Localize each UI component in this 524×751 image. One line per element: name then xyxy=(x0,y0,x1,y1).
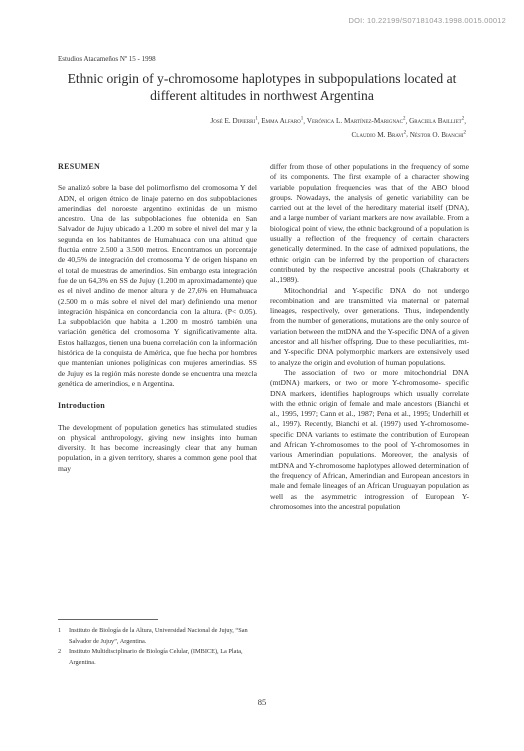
author: José E. Dipierri$^1$ xyxy=(210,117,258,126)
author-list: José E. Dipierri$^1$, Emma Alfaro$^1$, Verónica L. Martínez-Marignac$^2$, Graciela Bailliet$^2$, Claudio M. Bravi$^2$, Néstor O. Bianchi$^2$ xyxy=(210,117,466,139)
page-number: 85 xyxy=(257,697,267,707)
introduction-heading: Introduction xyxy=(58,401,106,411)
author: Graciela Bailliet$^2$ xyxy=(409,117,465,126)
body-paragraph: Mitochondrial and Y-specific DNA do not undergo recombination and are transmitted via maternal or paternal lineages, respectively, over generations. Thus, independently from the number of generations, mutations are the only source of variation between the mtDNA and the Y-specific DNA of a given ancestor and all his/her offspring. Due to these peculiarities, mt- and Y-specific DNA polymorphic markers are extensively used to analyze the origin and evolution of human populations. xyxy=(270,285,469,367)
footnote: 1 Instituto de Biología de la Altura, Universidad Nacional de Jujuy, “San Salvador de Jujuy”, Argentina. xyxy=(58,627,248,645)
journal-header: Estudios Atacameños Nº 15 - 1998 xyxy=(58,55,156,63)
body-paragraph: The association of two or more mitochondrial DNA (mtDNA) markers, or two or more Y-chromosome- specific DNA markers, identifies haplogroups which usually correlate with the ethnic origin of female and male ancestors (Bianchi et al., 1995, 1997; Cann et al., 1987; Pena et al., 1995; Underhill et al., 1997). Recently, Bianchi et al. (1997) used Y-chromosome-specific DNA variants to estimate the contribution of European and African Y-chromosomes to the pool of Y-chromosomes in various Amerindian populations. Moreover, the analysis of mtDNA and Y-chromosome haplotypes allowed determination of the frequency of African, Amerindian and European ancestors in male and female lineages of an African Uruguayan population as well as the asymmetric introgression of European Y-chromosomes into the ancestral population xyxy=(270,367,469,511)
author: Claudio M. Bravi$^2$ xyxy=(351,130,407,139)
footnote-divider xyxy=(58,619,158,620)
right-column xyxy=(270,162,469,512)
author: Verónica L. Martínez-Marignac$^2$ xyxy=(306,117,406,126)
resumen-text: Se analizó sobre la base del polimorfismo del cromosoma Y del ADN, el origen étnico de linaje paterno en dos subpoblaciones amerindias del noroeste argentino extinidas de un mismo ancestro. Una de las subpoblaciones fue obtenida en San Salvador de Jujuy ubicado a 1.200 m sobre el nivel del mar y la segunda en los habitantes de Humahuaca con una altitud que fluctúa entre 2.500 a 3.500 metros. Encontramos un porcentaje de 40,5% de integración del cromosoma Y de origen hispano en el total de muestras de amerindios. Sin embargo esta integración fue de un 64,3% en SS de Jujuy (1.200 m aproximadamente) que es el nivel andino de menor altura y de 27,6% en Humahuaca (2.500 m o más sobre el nivel del mar) definiendo una menor integración hispánica en concordancia con la altura. (P< 0.05). La subpoblación que habita a 1.200 m mostró también una variación genética del cromosoma Y significativamente alta. Estos hallazgos, tienen una buena correlación con la información histórica de la conquista de América, que fue hecha por hombres que mantenían uniones poligínicas con mujeres amerindias. SS de Jujuy es la región más noreste donde se encuentra una mezcla genética de amerindios, e n Argentina. xyxy=(58,183,257,388)
introduction-text: The development of population genetics has stimulated studies on physical anthropology, giving new insights into human diversity. It has become increasingly clear that any human population, in a given territory, shares a common gene pool that may xyxy=(58,422,257,473)
doi-label: DOI: 10.22199/S07181043.1998.0015.00012 xyxy=(348,16,506,25)
footnotes xyxy=(58,626,268,668)
author: Néstor O. Bianchi$^2$ xyxy=(409,130,466,139)
author: Emma Alfaro$^1$ xyxy=(261,117,304,126)
footnote: 2 Instituto Multidisciplinario de Biología Celular, (IMBICE), La Plata, Argentina. xyxy=(58,648,243,666)
resumen-heading: RESUMEN xyxy=(58,162,101,171)
body-paragraph: differ from those of other populations in the frequency of some of its components. The first example of a character showing variable population frequencies was that of the ABO blood groups. Nowadays, the analysis of genetic variability can be carried out at the level of the hereditary material itself (DNA), and a large number of variant markers are now available. From a biological point of view, the ethnic background of a population is usually a reflection of the frequency of certain characters genetically determined. In the case of admixed populations, the ethnic origin can be inferred by the proportion of characters contributed by the respective ancestral pools (Chakraborty et al.,1989). xyxy=(270,162,469,285)
left-column xyxy=(58,162,257,474)
article-title: Ethnic origin of y-chromosome haplotypes in subpopulations located at different altitudes in northwest Argentina xyxy=(67,71,457,103)
